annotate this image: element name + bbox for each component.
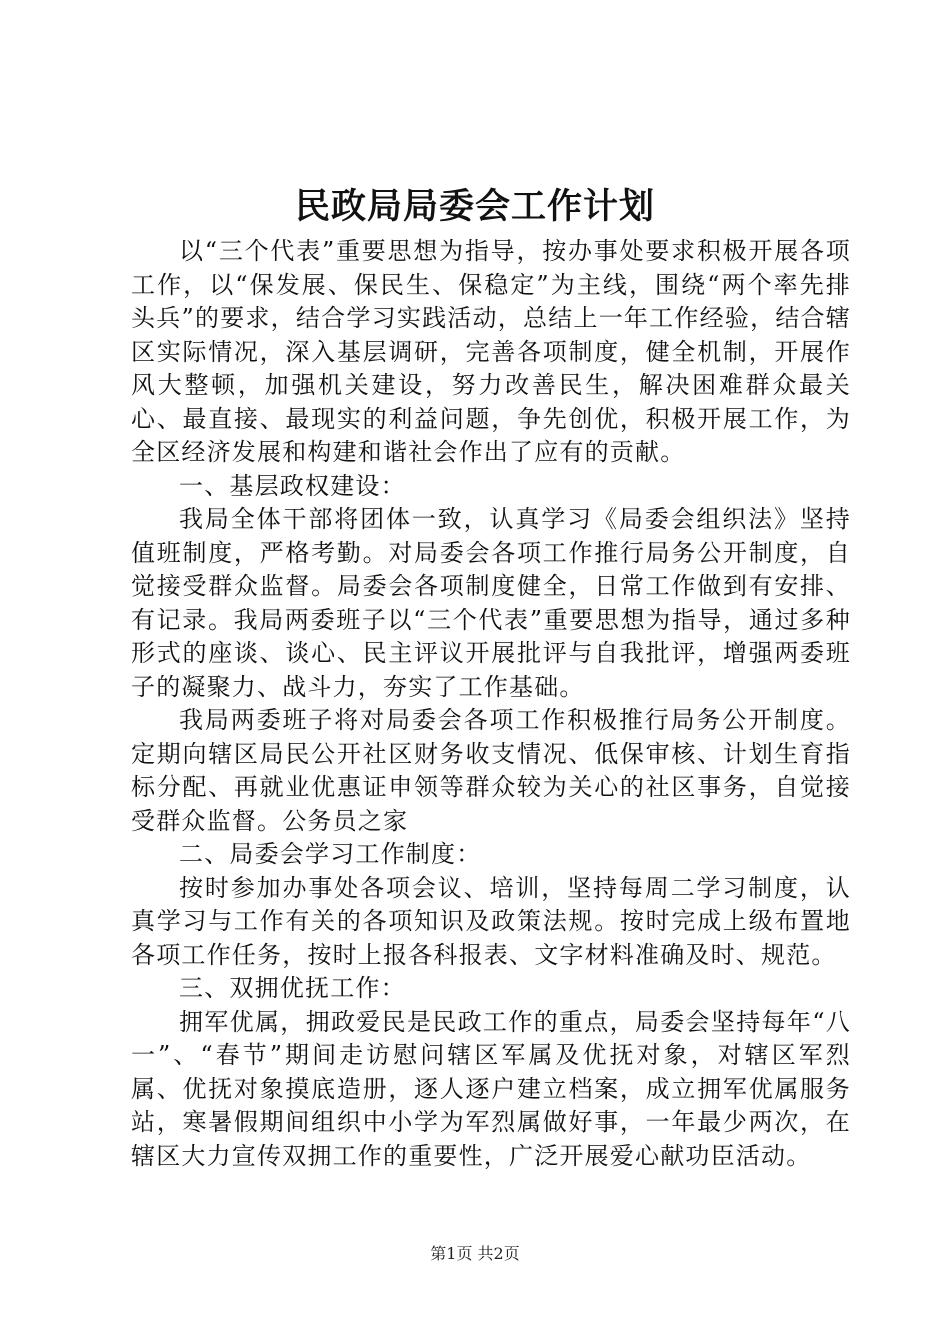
section-heading-1: 一、基层政权建设： — [179, 471, 406, 500]
section-heading-2: 二、局委会学习工作制度： — [179, 840, 482, 868]
paragraph-section-3: 拥军优属，拥政爱民是民政工作的重点，局委会坚持每年“八一”、“春节”期间走访慰问辖区军属及优抚对象，对辖区军烈属、优抚对象摸底造册，逐人逐户建立档案，成立拥军优属服务站，寒暑假期间组织中小学为军烈属做好事，一年最少两次，在辖区大力宣传双拥工作的重要性，广泛开展爱心献功臣活动。 — [131, 1007, 851, 1170]
page-number-footer: 第1页 共2页 — [430, 1244, 520, 1263]
document-title: 民政局局委会工作计划 — [294, 186, 655, 227]
paragraph-section-1b: 我局两委班子将对局委会各项工作积极推行局务公开制度。定期向辖区局民公开社区财务收支情况、低保审核、计划生育指标分配、再就业优惠证申领等群众较为关心的社区事务，自觉接受群众监督。公务员之家 — [131, 706, 851, 835]
paragraph-section-2: 按时参加办事处各项会议、培训，坚持每周二学习制度，认真学习与工作有关的各项知识及政策法规。按时完成上级布置地各项工作任务，按时上报各科报表、文字材料准确及时、规范。 — [131, 873, 851, 969]
section-heading-3: 三、双拥优抚工作： — [179, 974, 406, 1002]
paragraph-section-1a: 我局全体干部将团体一致，认真学习《局委会组织法》坚持值班制度，严格考勤。对局委会各项工作推行局务公开制度，自觉接受群众监督。局委会各项制度健全，日常工作做到有安排、有记录。我局两委班子以“三个代表”重要思想为指导，通过多种形式的座谈、谈心、民主评议开展批评与自我批评，增强两委班子的凝聚力、战斗力，夯实了工作基础。 — [131, 505, 851, 701]
document-body — [131, 235, 851, 1173]
paragraph-intro: 以“三个代表”重要思想为指导，按办事处要求积极开展各项工作，以“保发展、保民生、保稳定”为主线，围绕“两个率先排头兵”的要求，结合学习实践活动，总结上一年工作经验，结合辖区实际情况，深入基层调研，完善各项制度，健全机制，开展作风大整顿，加强机关建设，努力改善民生，解决困难群众最关心、最直接、最现实的利益问题，争先创优，积极开展工作，为全区经济发展和构建和谐社会作出了应有的贡献。 — [131, 237, 851, 466]
